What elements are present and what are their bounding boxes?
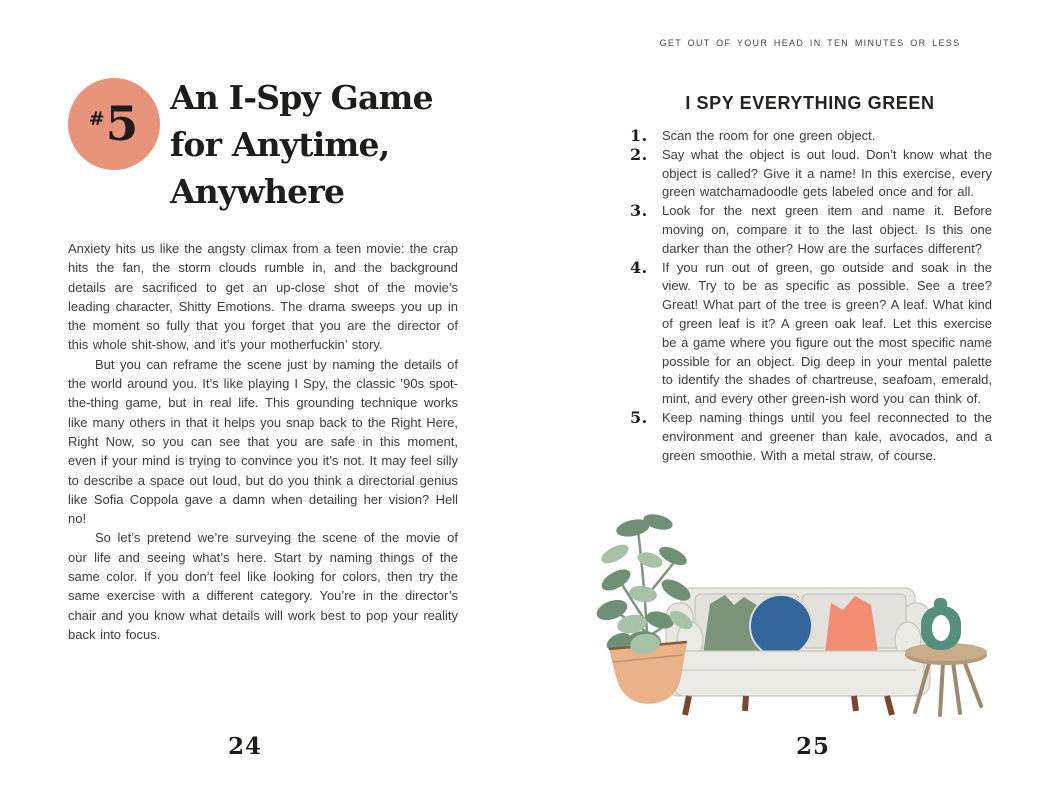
- sofa-legs: [685, 696, 892, 715]
- step-item-4: [630, 259, 992, 409]
- body-paragraph-1: Anxiety hits us like the angsty climax from a teen movie: the crap hits the fan, the storm clouds rumble in, and the background details are sacrificed to get an up-close shot of the movie’s leading character, Shitty Emotions. The drama sweeps you up in the moment so fully that you forget that you are the director of this whole shit-show, and it’s your motherfuckin’ story.: [68, 241, 458, 353]
- body-paragraph-3: So let’s pretend we’re surveying the scene of the movie of our life and seeing what’s here. Start by naming things of the same color. If you don’t feel like looking for colors, then try the same exercise with a different category. You’re in the director’s chair and you know what details will work best to pop your reality back into focus.: [68, 530, 458, 642]
- sofa: [666, 588, 930, 715]
- chapter-title-line-2: for Anytime,: [170, 125, 390, 164]
- step-number-3: 3.: [630, 201, 648, 221]
- step-item-2: [630, 146, 992, 202]
- chapter-title-line-3: Anywhere: [170, 172, 345, 211]
- step-number-5: 5.: [630, 407, 648, 427]
- step-text-1: Scan the room for one green object.: [662, 128, 876, 143]
- step-number-4: 4.: [630, 257, 648, 277]
- exercise-steps-list: [630, 127, 992, 465]
- step-text-4: If you run out of green, go outside and soak in the view. Try to be as specific as possible. See a tree? Great! What part of the tree is green? A leaf. What kind of green leaf is it? A green oak leaf. Let this exercise be a game where you figure out the most specific name possible for an object. Dig deep in your mental palette to identify the shades of chartreuse, seafoam, emerald, mint, and every other green-ish word you can think of.: [662, 259, 992, 407]
- step-item-5: [630, 409, 992, 465]
- step-item-1: [630, 127, 992, 146]
- badge-hash-symbol: #: [88, 108, 105, 130]
- step-item-3: [630, 202, 992, 258]
- chapter-title: [170, 74, 470, 215]
- running-head: GET OUT OF YOUR HEAD IN TEN MINUTES OR LESS: [659, 38, 961, 48]
- step-number-1: 1.: [630, 126, 648, 145]
- chapter-number-badge: [68, 78, 160, 170]
- page-number-right: 25: [795, 733, 830, 760]
- blue-pillow: [750, 595, 812, 657]
- step-text-2: Say what the object is out loud. Don’t know what the object is called? Give it a name! In this exercise, every green watchamadoodle gets labeled once and for all.: [662, 146, 992, 200]
- step-text-5: Keep naming things until you feel reconnected to the environment and greener than kale, avocados, and a green smoothie. With a metal straw, of course.: [662, 409, 992, 463]
- exercise-title: I SPY EVERYTHING GREEN: [685, 93, 935, 113]
- step-text-3: Look for the next green item and name it. Before moving on, compare it to the last object. Is this one darker than the other? How are the surfaces different?: [662, 203, 992, 256]
- chapter-body-text: [68, 239, 458, 644]
- step-number-2: 2.: [630, 144, 648, 164]
- coral-pillow: [825, 596, 878, 653]
- chapter-title-line-1: An I-Spy Game: [170, 78, 433, 117]
- badge-number: 5: [105, 96, 139, 152]
- body-paragraph-2: But you can reframe the scene just by naming the details of the world around you. It’s like playing I Spy, the classic ’90s spot-the-thing game, but in real life. This grounding technique works like many others in that it helps you snap back to the Right Here, Right Now, so you can see that you are safe in this moment, even if your mind is trying to convince you it’s not. It may feel silly to describe a space out loud, but do you think a directorial genius like Sofia Coppola gave a damn when detailing her vision? Hell no!: [68, 356, 458, 527]
- living-room-illustration: [588, 502, 988, 717]
- vase: [921, 598, 961, 650]
- page-number-left: 24: [227, 733, 262, 760]
